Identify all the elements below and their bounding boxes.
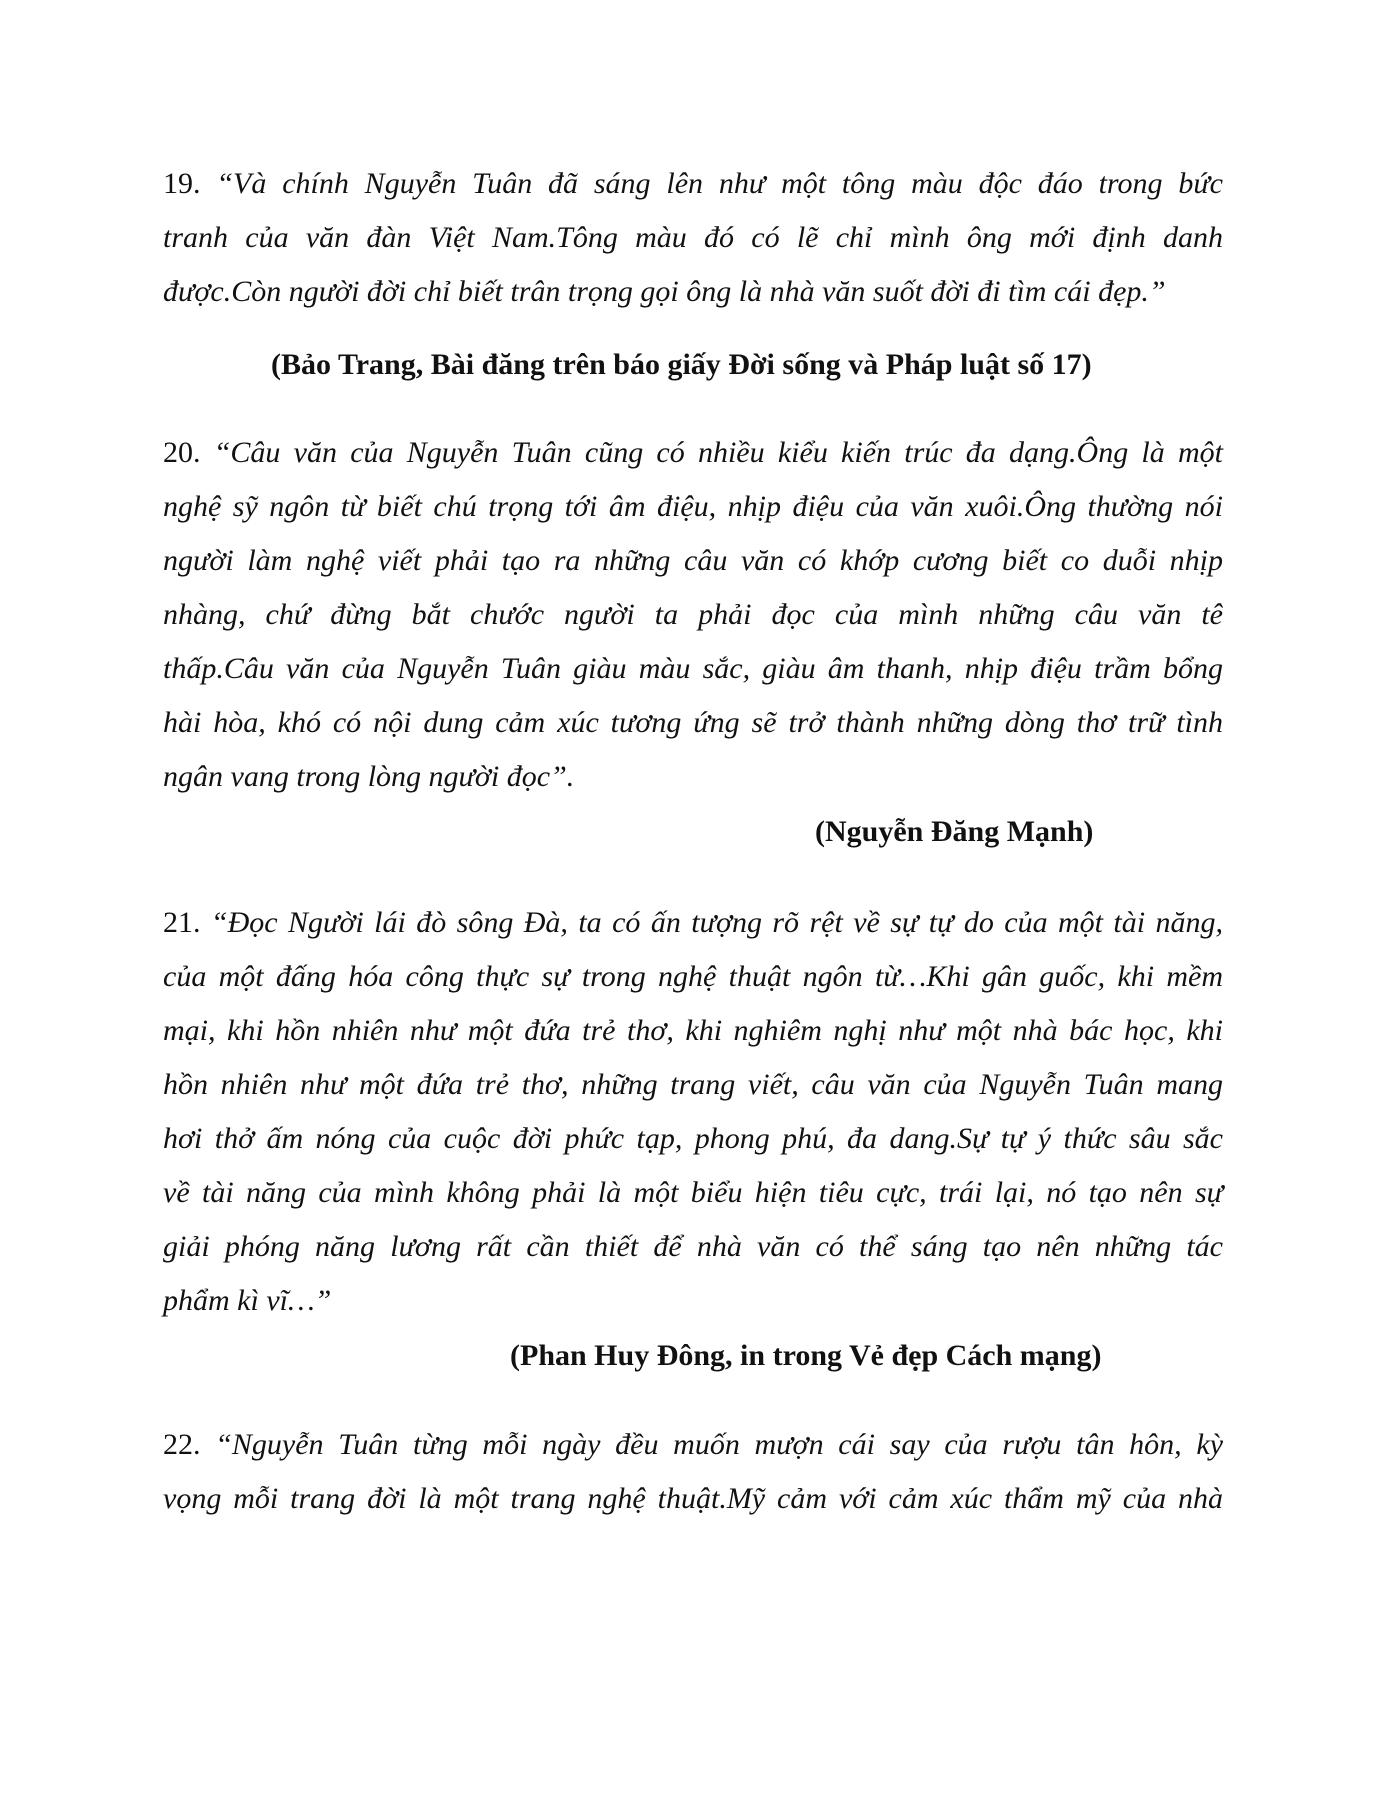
entry-20-line-2: nghệ sỹ ngôn từ biết chú trọng tới âm điệu, nhịp điệu của văn xuôi.Ông thường nói <box>163 490 1223 523</box>
entry-20-line-1: 20. “Câu văn của Nguyễn Tuân cũng có nhiều kiểu kiến trúc đa dạng.Ông là một <box>163 436 1223 469</box>
entry-20-line-6: hài hòa, khó có nội dung cảm xúc tương ứng sẽ trở thành những dòng thơ trữ tình <box>163 706 1223 739</box>
entry-21-line-8: phẩm kì vĩ…” <box>163 1284 332 1317</box>
entry-21-line-6: về tài năng của mình không phải là một biểu hiện tiêu cực, trái lại, nó tạo nên sự <box>163 1176 1223 1209</box>
entry-22-line-1: 22. “Nguyễn Tuân từng mỗi ngày đều muốn mượn cái say của rượu tân hôn, kỳ <box>163 1428 1224 1461</box>
entry-number: 22. <box>163 1428 201 1461</box>
entry-21-source: (Phan Huy Đông, in trong Vẻ đẹp Cách mạng) <box>510 1339 1102 1372</box>
entry-19-line-1: 19. “Và chính Nguyễn Tuân đã sáng lên như một tông màu độc đáo trong bức <box>163 167 1223 200</box>
entry-21-line-5: hơi thở ấm nóng của cuộc đời phức tạp, phong phú, đa dang.Sự tự ý thức sâu sắc <box>163 1122 1223 1155</box>
entry-19-source: (Bảo Trang, Bài đăng trên báo giấy Đời sống và Pháp luật số 17) <box>271 348 1092 381</box>
entry-number: 21. <box>163 906 201 939</box>
entry-20-source: (Nguyễn Đăng Mạnh) <box>815 815 1094 848</box>
entry-19-line-3: được.Còn người đời chỉ biết trân trọng gọi ông là nhà văn suốt đời đi tìm cái đẹp.” <box>163 275 1166 308</box>
entry-21-line-1: 21. “Đọc Người lái đò sông Đà, ta có ấn tượng rõ rệt về sự tự do của một tài năng, <box>163 906 1223 939</box>
entry-21-line-4: hồn nhiên như một đứa trẻ thơ, những trang viết, câu văn của Nguyễn Tuân mang <box>163 1068 1223 1101</box>
entry-number: 20. <box>163 436 201 469</box>
entry-20-line-4: nhàng, chứ đừng bắt chước người ta phải đọc của mình những câu văn tê <box>163 598 1223 631</box>
entry-21-line-2: của một đấng hóa công thực sự trong nghệ thuật ngôn từ…Khi gân guốc, khi mềm <box>163 960 1223 993</box>
entry-20-line-7: ngân vang trong lòng người đọc”. <box>163 760 575 793</box>
entry-19-line-2: tranh của văn đàn Việt Nam.Tông màu đó có lẽ chỉ mình ông mới định danh <box>163 221 1223 254</box>
entry-20-line-3: người làm nghệ viết phải tạo ra những câu văn có khớp cương biết co duỗi nhịp <box>163 544 1223 577</box>
entry-21-line-7: giải phóng năng lương rất cần thiết để nhà văn có thể sáng tạo nên những tác <box>163 1230 1223 1263</box>
entry-22-line-2: vọng mỗi trang đời là một trang nghệ thuật.Mỹ cảm với cảm xúc thẩm mỹ của nhà <box>163 1482 1223 1515</box>
entry-21-line-3: mại, khi hồn nhiên như một đứa trẻ thơ, khi nghiêm nghị như một nhà bác học, khi <box>163 1014 1223 1047</box>
entry-number: 19. <box>163 167 201 200</box>
entry-20-line-5: thấp.Câu văn của Nguyễn Tuân giàu màu sắc, giàu âm thanh, nhịp điệu trầm bổng <box>163 652 1223 685</box>
